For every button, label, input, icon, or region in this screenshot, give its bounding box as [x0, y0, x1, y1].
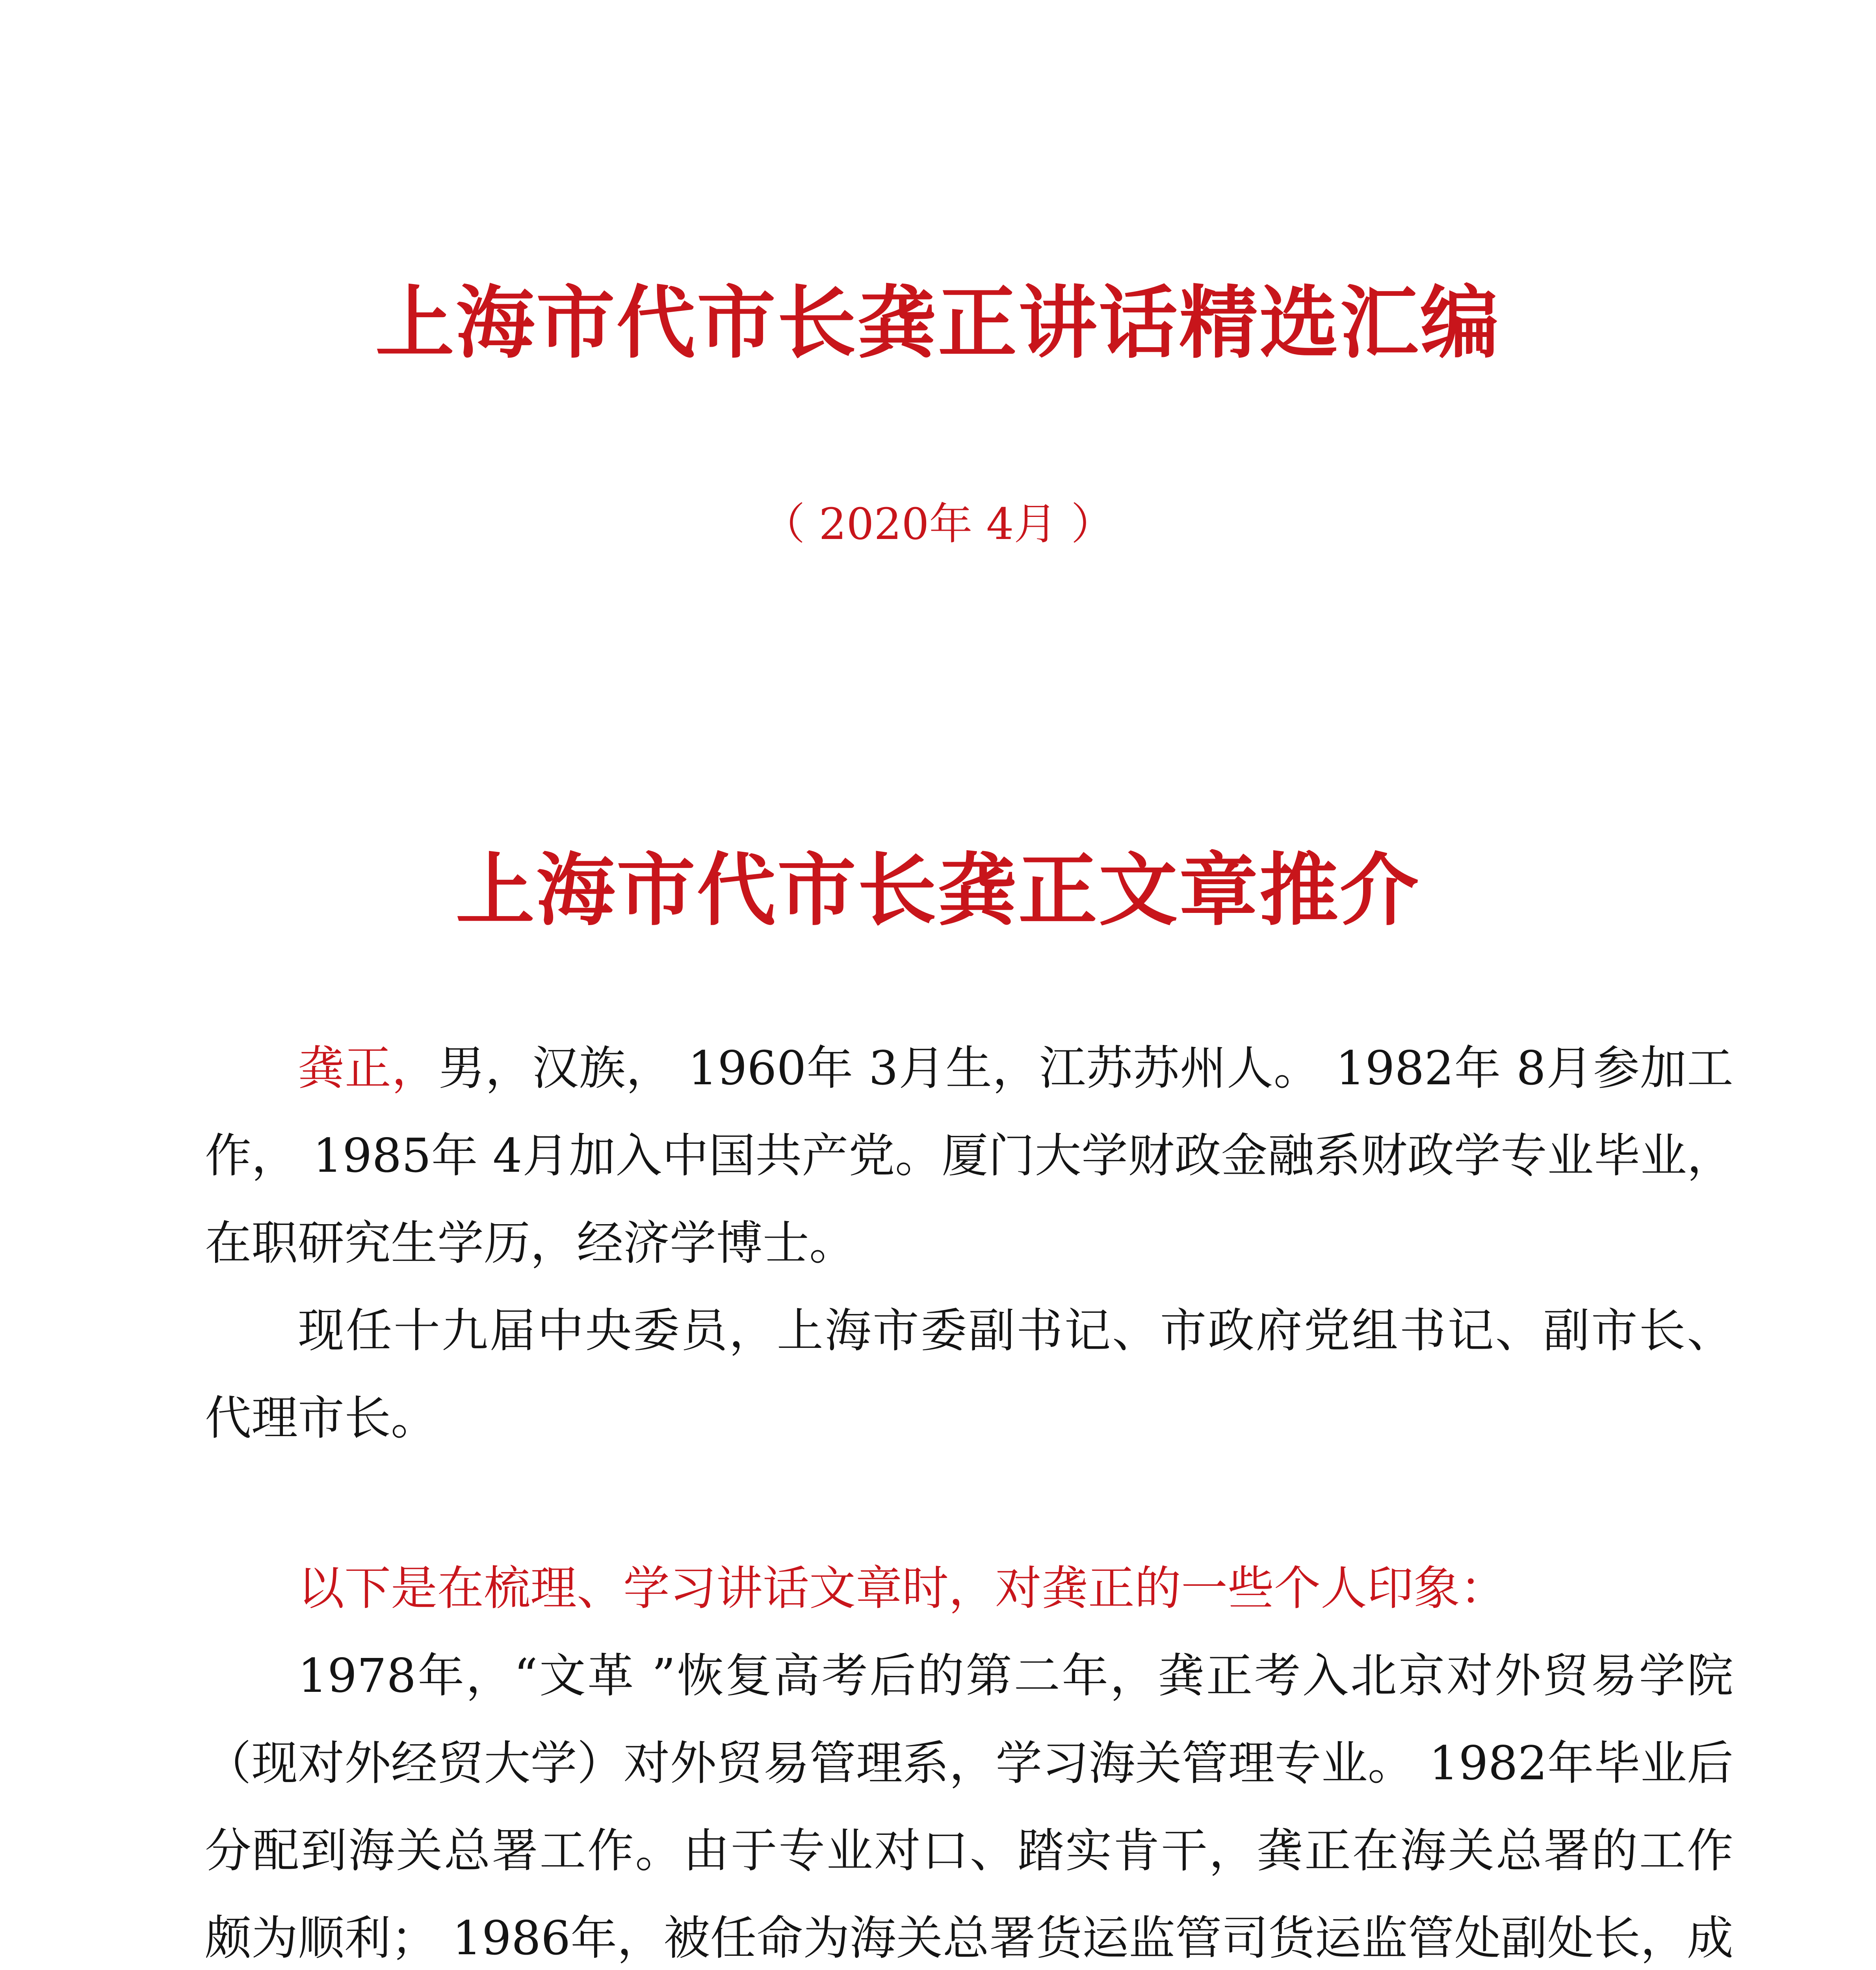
impressions-block	[205, 1544, 1733, 1970]
person-name: 龚正，	[298, 1041, 438, 1095]
bio-paragraph-1	[205, 1024, 1733, 1287]
impressions-paragraph-1	[205, 1632, 1733, 1970]
bio-paragraph-2: 现任十九届中央委员，上海市委副书记、市政府党组书记、副市长、代理市长。	[205, 1303, 1733, 1445]
publication-date: （ 2020年 4月 ）	[762, 499, 1114, 549]
impressions-paragraph-1-text: 1978年，“文革 ”恢复高考后的第二年，龚正考入北京对外贸易学院（现对外经贸大学）对外贸易管理系，学习海关管理专业。 1982年毕业后分配到海关总署工作。由于专业对口、踏实肯干，龚正在海关总署的工作颇为顺利； 1986年，被任命为海关总署货运监管司货运监管处副处长，成	[205, 1648, 1733, 1965]
impressions-intro: 以下是在梳理、学习讲话文章时，对龚正的一些个人印象：	[298, 1561, 1507, 1615]
bio-paragraph-1-text: 男，汉族， 1960年 3月生，江苏苏州人。 1982年 8月参加工作， 1985年 4月加入中国共产党。厦门大学财政金融系财政学专业毕业，在职研究生学历，经济学博士。	[205, 1041, 1733, 1270]
biography-block	[205, 1024, 1733, 1462]
main-title: 上海市代市长龚正讲话精选汇编	[375, 277, 1501, 369]
section-title: 上海市代市长龚正文章推介	[455, 844, 1420, 937]
